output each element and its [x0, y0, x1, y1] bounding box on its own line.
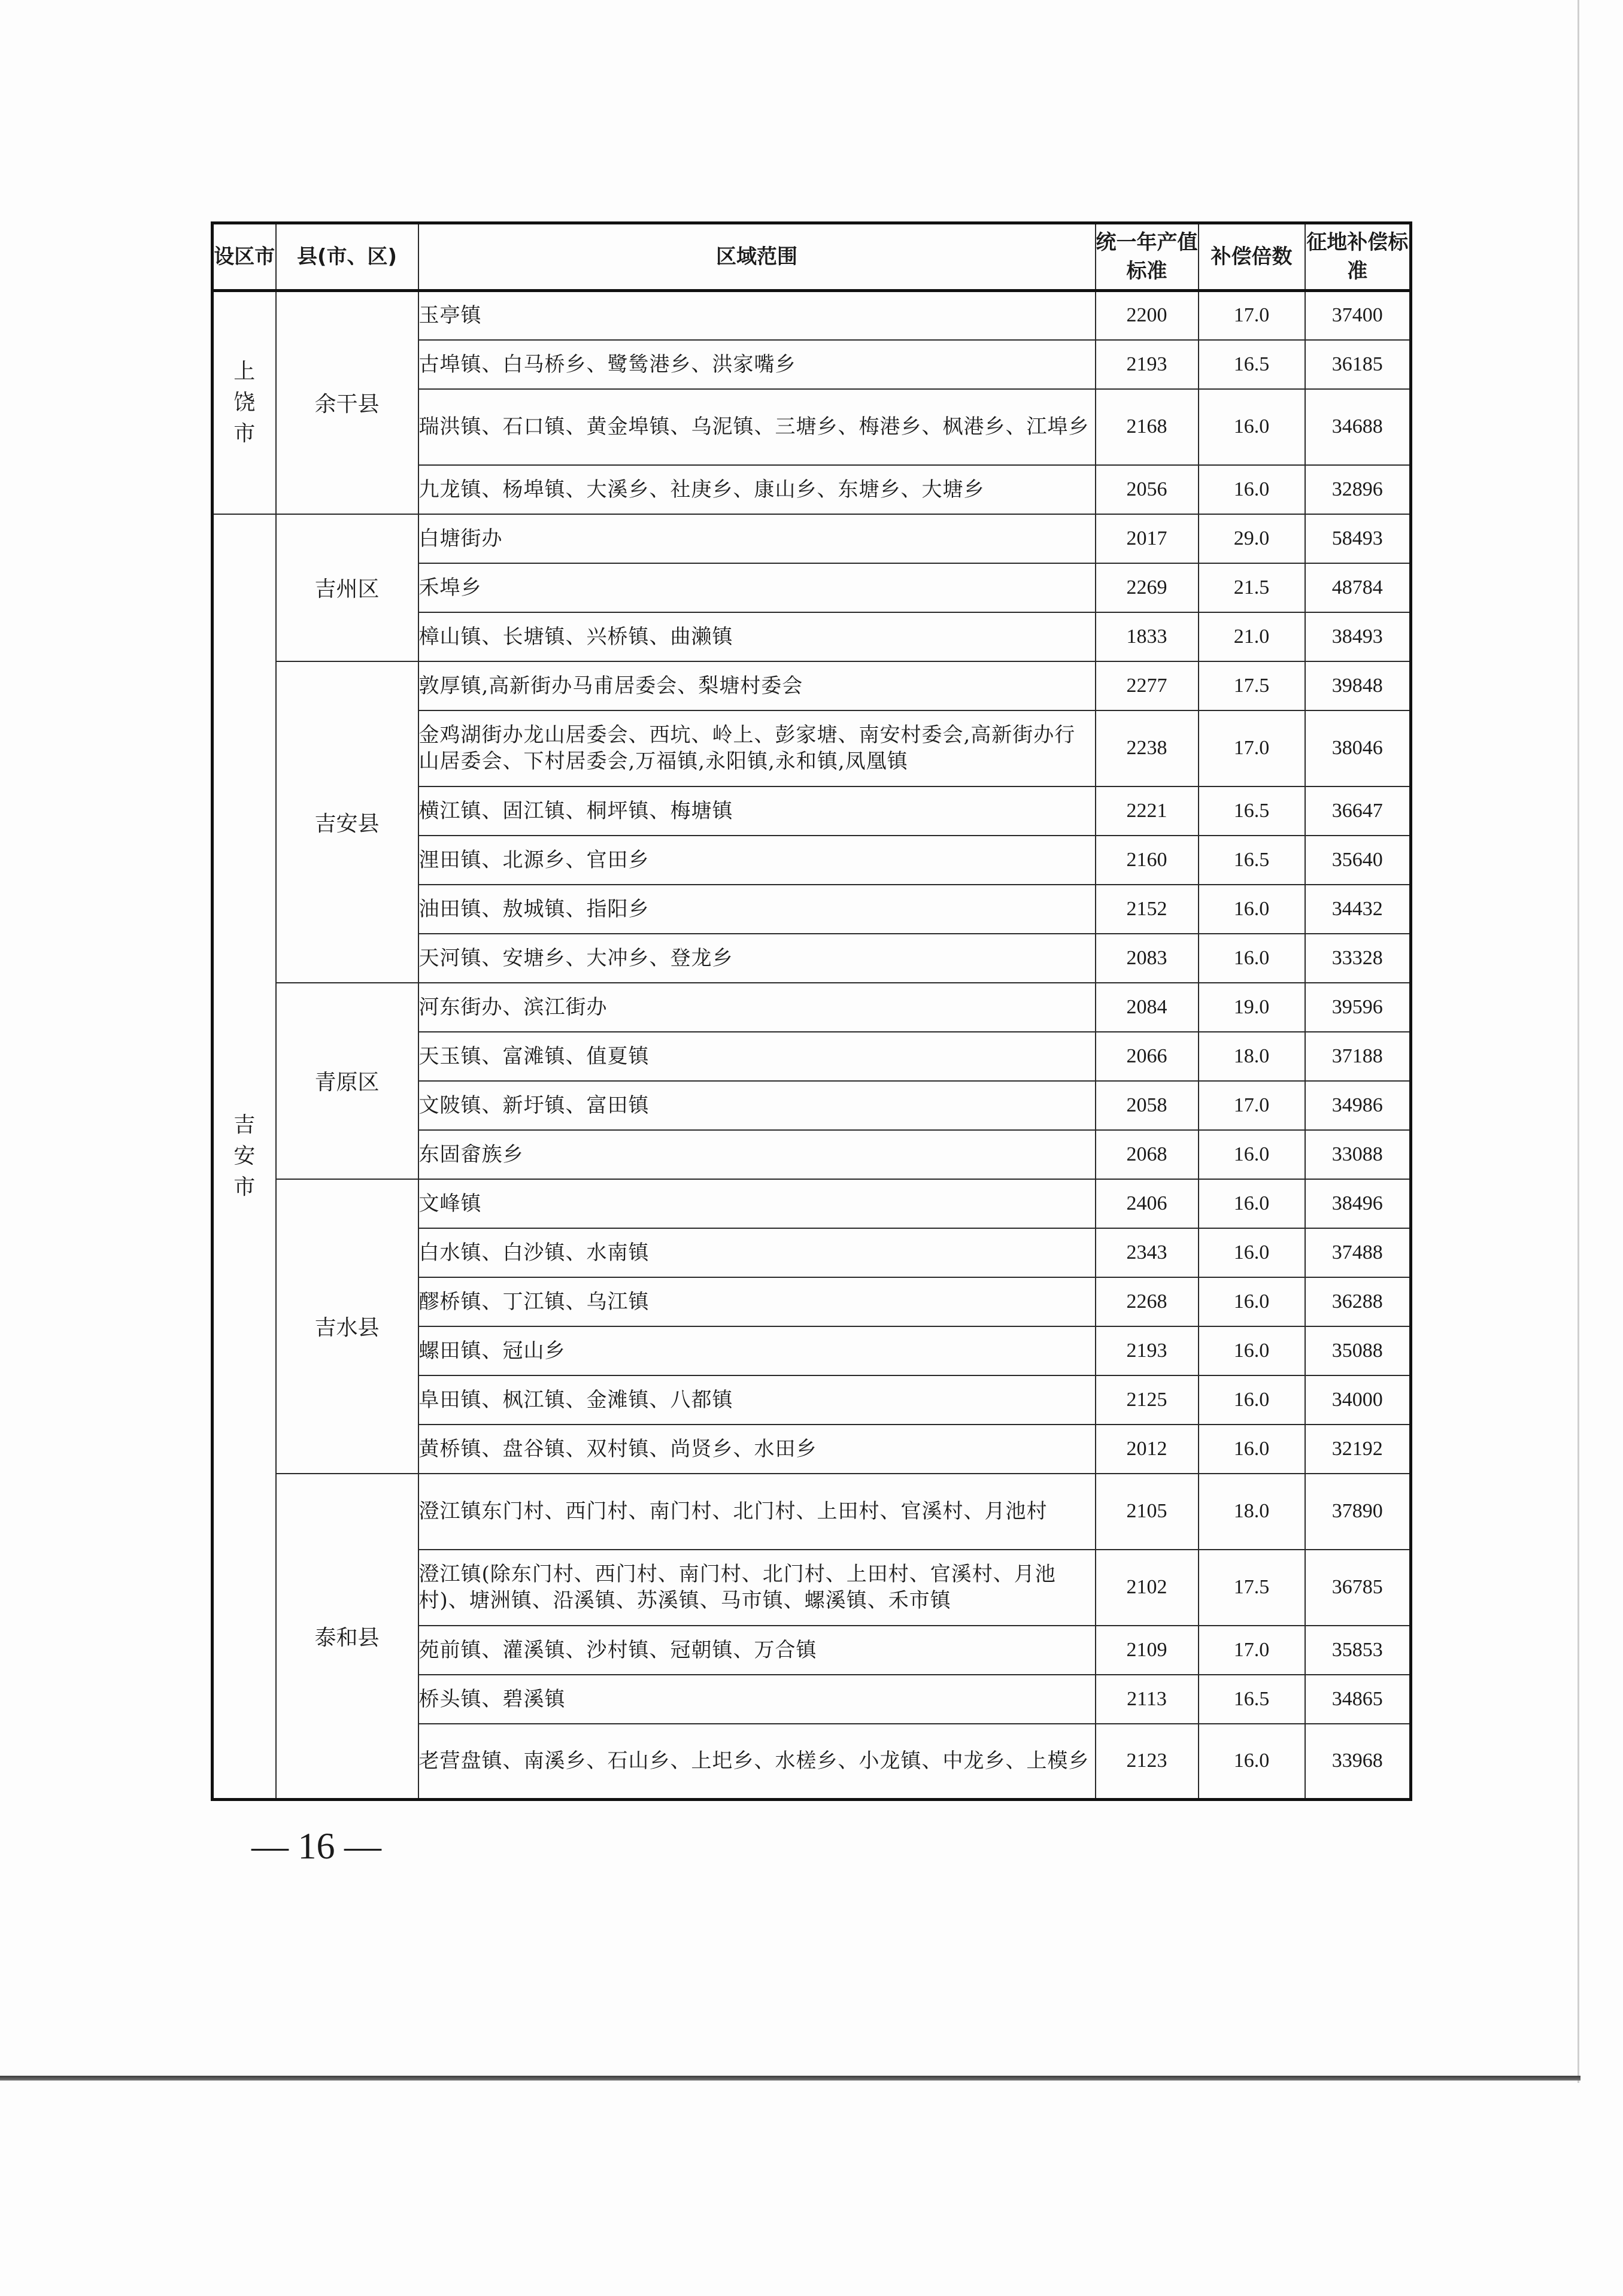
area-cell: 醪桥镇、丁江镇、乌江镇	[418, 1277, 1096, 1326]
multiple-cell: 16.0	[1199, 1375, 1305, 1425]
output-cell: 2068	[1096, 1130, 1199, 1179]
multiple-cell: 18.0	[1199, 1032, 1305, 1081]
output-cell: 2193	[1096, 1326, 1199, 1375]
county-cell: 吉水县	[276, 1179, 418, 1474]
output-cell: 2343	[1096, 1228, 1199, 1277]
multiple-cell: 16.0	[1199, 1228, 1305, 1277]
multiple-cell: 17.0	[1199, 1081, 1305, 1130]
multiple-cell: 16.0	[1199, 934, 1305, 983]
table-row	[213, 1179, 1411, 1228]
header-output: 统一年产值标准	[1096, 223, 1199, 291]
multiple-cell: 21.5	[1199, 563, 1305, 612]
header-area: 区域范围	[418, 223, 1096, 291]
compensation-cell: 34865	[1305, 1675, 1411, 1724]
area-cell: 澄江镇东门村、西门村、南门村、北门村、上田村、官溪村、月池村	[418, 1474, 1096, 1550]
output-cell: 1833	[1096, 612, 1199, 661]
table-row	[213, 291, 1411, 340]
compensation-cell: 35853	[1305, 1626, 1411, 1675]
compensation-cell: 39596	[1305, 983, 1411, 1032]
area-cell: 横江镇、固江镇、桐坪镇、梅塘镇	[418, 786, 1096, 836]
compensation-cell: 39848	[1305, 661, 1411, 710]
area-cell: 老营盘镇、南溪乡、石山乡、上圯乡、水槎乡、小龙镇、中龙乡、上模乡	[418, 1724, 1096, 1800]
compensation-cell: 58493	[1305, 514, 1411, 563]
compensation-cell: 38493	[1305, 612, 1411, 661]
table-row	[213, 983, 1411, 1032]
table-row	[213, 1474, 1411, 1550]
multiple-cell: 17.5	[1199, 661, 1305, 710]
compensation-cell: 36785	[1305, 1550, 1411, 1626]
compensation-cell: 34432	[1305, 885, 1411, 934]
table-row	[213, 514, 1411, 563]
output-cell: 2160	[1096, 836, 1199, 885]
county-cell: 泰和县	[276, 1474, 418, 1800]
compensation-cell: 34000	[1305, 1375, 1411, 1425]
compensation-cell: 34688	[1305, 389, 1411, 465]
output-cell: 2012	[1096, 1425, 1199, 1474]
header-multiple: 补偿倍数	[1199, 223, 1305, 291]
compensation-cell: 33328	[1305, 934, 1411, 983]
multiple-cell: 18.0	[1199, 1474, 1305, 1550]
multiple-cell: 16.0	[1199, 1277, 1305, 1326]
output-cell: 2406	[1096, 1179, 1199, 1228]
area-cell: 东固畲族乡	[418, 1130, 1096, 1179]
area-cell: 河东街办、滨江街办	[418, 983, 1096, 1032]
multiple-cell: 17.0	[1199, 710, 1305, 786]
output-cell: 2084	[1096, 983, 1199, 1032]
compensation-cell: 33088	[1305, 1130, 1411, 1179]
compensation-cell: 37188	[1305, 1032, 1411, 1081]
output-cell: 2066	[1096, 1032, 1199, 1081]
output-cell: 2193	[1096, 340, 1199, 389]
compensation-table	[211, 221, 1412, 1801]
area-cell: 禾埠乡	[418, 563, 1096, 612]
compensation-cell: 37890	[1305, 1474, 1411, 1550]
output-cell: 2221	[1096, 786, 1199, 836]
multiple-cell: 16.5	[1199, 340, 1305, 389]
compensation-cell: 36185	[1305, 340, 1411, 389]
compensation-cell: 38496	[1305, 1179, 1411, 1228]
area-cell: 敦厚镇,高新街办马甫居委会、梨塘村委会	[418, 661, 1096, 710]
compensation-cell: 36647	[1305, 786, 1411, 836]
area-cell: 文陂镇、新圩镇、富田镇	[418, 1081, 1096, 1130]
multiple-cell: 16.0	[1199, 1425, 1305, 1474]
area-cell: 金鸡湖街办龙山居委会、西坑、岭上、彭家塘、南安村委会,高新街办行山居委会、下村居委会,万福镇,永阳镇,永和镇,凤凰镇	[418, 710, 1096, 786]
output-cell: 2152	[1096, 885, 1199, 934]
output-cell: 2125	[1096, 1375, 1199, 1425]
compensation-cell: 33968	[1305, 1724, 1411, 1800]
compensation-cell: 48784	[1305, 563, 1411, 612]
area-cell: 瑞洪镇、石口镇、黄金埠镇、乌泥镇、三塘乡、梅港乡、枫港乡、江埠乡	[418, 389, 1096, 465]
table-header-row	[213, 223, 1411, 291]
area-cell: 天玉镇、富滩镇、值夏镇	[418, 1032, 1096, 1081]
county-cell: 吉州区	[276, 514, 418, 661]
county-cell: 余干县	[276, 291, 418, 514]
output-cell: 2123	[1096, 1724, 1199, 1800]
output-cell: 2102	[1096, 1550, 1199, 1626]
multiple-cell: 17.0	[1199, 291, 1305, 340]
county-cell: 吉安县	[276, 661, 418, 983]
output-cell: 2083	[1096, 934, 1199, 983]
multiple-cell: 29.0	[1199, 514, 1305, 563]
multiple-cell: 16.5	[1199, 786, 1305, 836]
area-cell: 白水镇、白沙镇、水南镇	[418, 1228, 1096, 1277]
header-city: 设区市	[213, 223, 276, 291]
multiple-cell: 16.5	[1199, 1675, 1305, 1724]
multiple-cell: 16.5	[1199, 836, 1305, 885]
area-cell: 苑前镇、灌溪镇、沙村镇、冠朝镇、万合镇	[418, 1626, 1096, 1675]
compensation-cell: 35088	[1305, 1326, 1411, 1375]
output-cell: 2109	[1096, 1626, 1199, 1675]
area-cell: 玉亭镇	[418, 291, 1096, 340]
output-cell: 2056	[1096, 465, 1199, 514]
output-cell: 2268	[1096, 1277, 1199, 1326]
output-cell: 2168	[1096, 389, 1199, 465]
multiple-cell: 16.0	[1199, 389, 1305, 465]
header-compensation: 征地补偿标准	[1305, 223, 1411, 291]
output-cell: 2113	[1096, 1675, 1199, 1724]
compensation-cell: 36288	[1305, 1277, 1411, 1326]
area-cell: 古埠镇、白马桥乡、鹭鸶港乡、洪家嘴乡	[418, 340, 1096, 389]
area-cell: 九龙镇、杨埠镇、大溪乡、社庚乡、康山乡、东塘乡、大塘乡	[418, 465, 1096, 514]
area-cell: 文峰镇	[418, 1179, 1096, 1228]
compensation-cell: 32896	[1305, 465, 1411, 514]
multiple-cell: 19.0	[1199, 983, 1305, 1032]
city-cell	[213, 291, 276, 514]
multiple-cell: 17.0	[1199, 1626, 1305, 1675]
multiple-cell: 16.0	[1199, 1179, 1305, 1228]
county-cell: 青原区	[276, 983, 418, 1179]
table-row	[213, 661, 1411, 710]
page-number: — 16 —	[251, 1826, 381, 1867]
output-cell: 2017	[1096, 514, 1199, 563]
multiple-cell: 16.0	[1199, 1326, 1305, 1375]
header-county: 县(市、区)	[276, 223, 418, 291]
page-edge-right	[1578, 0, 1579, 2083]
multiple-cell: 16.0	[1199, 1724, 1305, 1800]
page-edge-bottom	[0, 2076, 1580, 2081]
multiple-cell: 17.5	[1199, 1550, 1305, 1626]
area-cell: 桥头镇、碧溪镇	[418, 1675, 1096, 1724]
area-cell: 白塘街办	[418, 514, 1096, 563]
compensation-cell: 38046	[1305, 710, 1411, 786]
area-cell: 黄桥镇、盘谷镇、双村镇、尚贤乡、水田乡	[418, 1425, 1096, 1474]
output-cell: 2058	[1096, 1081, 1199, 1130]
compensation-cell: 37488	[1305, 1228, 1411, 1277]
output-cell: 2277	[1096, 661, 1199, 710]
compensation-cell: 37400	[1305, 291, 1411, 340]
compensation-cell: 35640	[1305, 836, 1411, 885]
area-cell: 樟山镇、长塘镇、兴桥镇、曲濑镇	[418, 612, 1096, 661]
output-cell: 2200	[1096, 291, 1199, 340]
area-cell: 油田镇、敖城镇、指阳乡	[418, 885, 1096, 934]
output-cell: 2105	[1096, 1474, 1199, 1550]
compensation-cell: 32192	[1305, 1425, 1411, 1474]
city-cell	[213, 514, 276, 1800]
area-cell: 浬田镇、北源乡、官田乡	[418, 836, 1096, 885]
area-cell: 螺田镇、冠山乡	[418, 1326, 1096, 1375]
multiple-cell: 16.0	[1199, 465, 1305, 514]
city-name: 吉安市	[233, 1112, 256, 1199]
area-cell: 澄江镇(除东门村、西门村、南门村、北门村、上田村、官溪村、月池村)、塘洲镇、沿溪镇、苏溪镇、马市镇、螺溪镇、禾市镇	[418, 1550, 1096, 1626]
city-name: 上饶市	[233, 359, 256, 446]
multiple-cell: 16.0	[1199, 1130, 1305, 1179]
compensation-cell: 34986	[1305, 1081, 1411, 1130]
area-cell: 天河镇、安塘乡、大冲乡、登龙乡	[418, 934, 1096, 983]
multiple-cell: 16.0	[1199, 885, 1305, 934]
area-cell: 阜田镇、枫江镇、金滩镇、八都镇	[418, 1375, 1096, 1425]
output-cell: 2238	[1096, 710, 1199, 786]
multiple-cell: 21.0	[1199, 612, 1305, 661]
output-cell: 2269	[1096, 563, 1199, 612]
